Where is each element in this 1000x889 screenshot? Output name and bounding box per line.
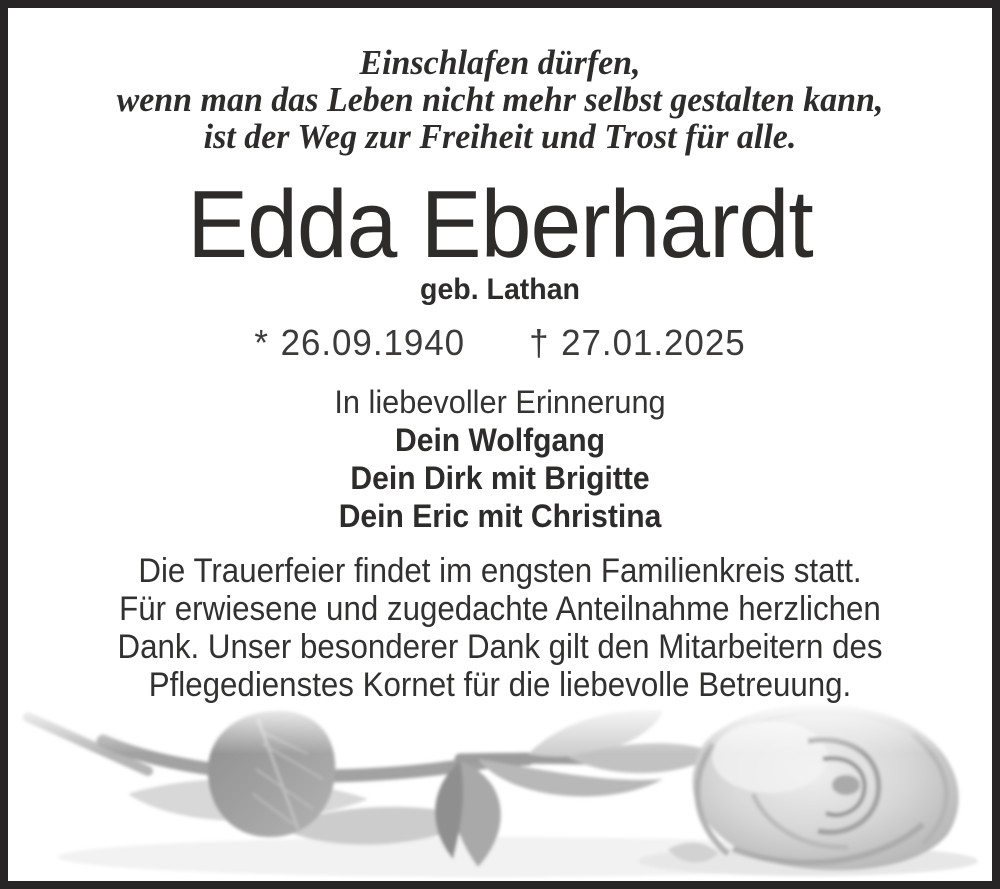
- message-line: Pflegedienstes Kornet für die liebevolle Betreuung.: [148, 666, 852, 704]
- memorial-intro: In liebevoller Erinnerung: [334, 384, 666, 420]
- epigraph-line: wenn man das Leben nicht mehr selbst gestalten kann,: [116, 80, 884, 119]
- birth-date-group: [254, 323, 465, 363]
- birth-name: geb. Lathan: [420, 273, 580, 306]
- funeral-message: [47, 552, 952, 704]
- rose-photo-illustration: [8, 699, 992, 881]
- notice-content: [8, 8, 992, 704]
- mourner-line: Dein Eric mit Christina: [338, 498, 662, 534]
- epigraph: [23, 44, 977, 155]
- born-star-icon: *: [254, 322, 269, 363]
- birth-date: 26.09.1940: [280, 322, 466, 363]
- death-date: 27.01.2025: [561, 322, 746, 363]
- life-dates: [23, 323, 977, 363]
- deceased-name: Edda Eberhardt: [187, 171, 813, 278]
- death-date-group: [529, 323, 746, 363]
- message-line: Dank. Unser besonderer Dank gilt den Mitarbeitern des: [117, 628, 883, 666]
- mourner-line: Dein Wolfgang: [394, 422, 605, 458]
- mourners-list: [8, 421, 992, 535]
- epigraph-line: ist der Weg zur Freiheit und Trost für alle.: [203, 117, 797, 156]
- epigraph-line: Einschlafen dürfen,: [359, 43, 641, 82]
- died-cross-icon: †: [529, 322, 550, 363]
- message-line: Für erwiesene und zugedachte Anteilnahme herzlichen: [119, 590, 881, 628]
- rose-photo: [8, 699, 992, 881]
- mourner-line: Dein Dirk mit Brigitte: [350, 460, 650, 496]
- message-line: Die Trauerfeier findet im engsten Familienkreis statt.: [138, 552, 862, 590]
